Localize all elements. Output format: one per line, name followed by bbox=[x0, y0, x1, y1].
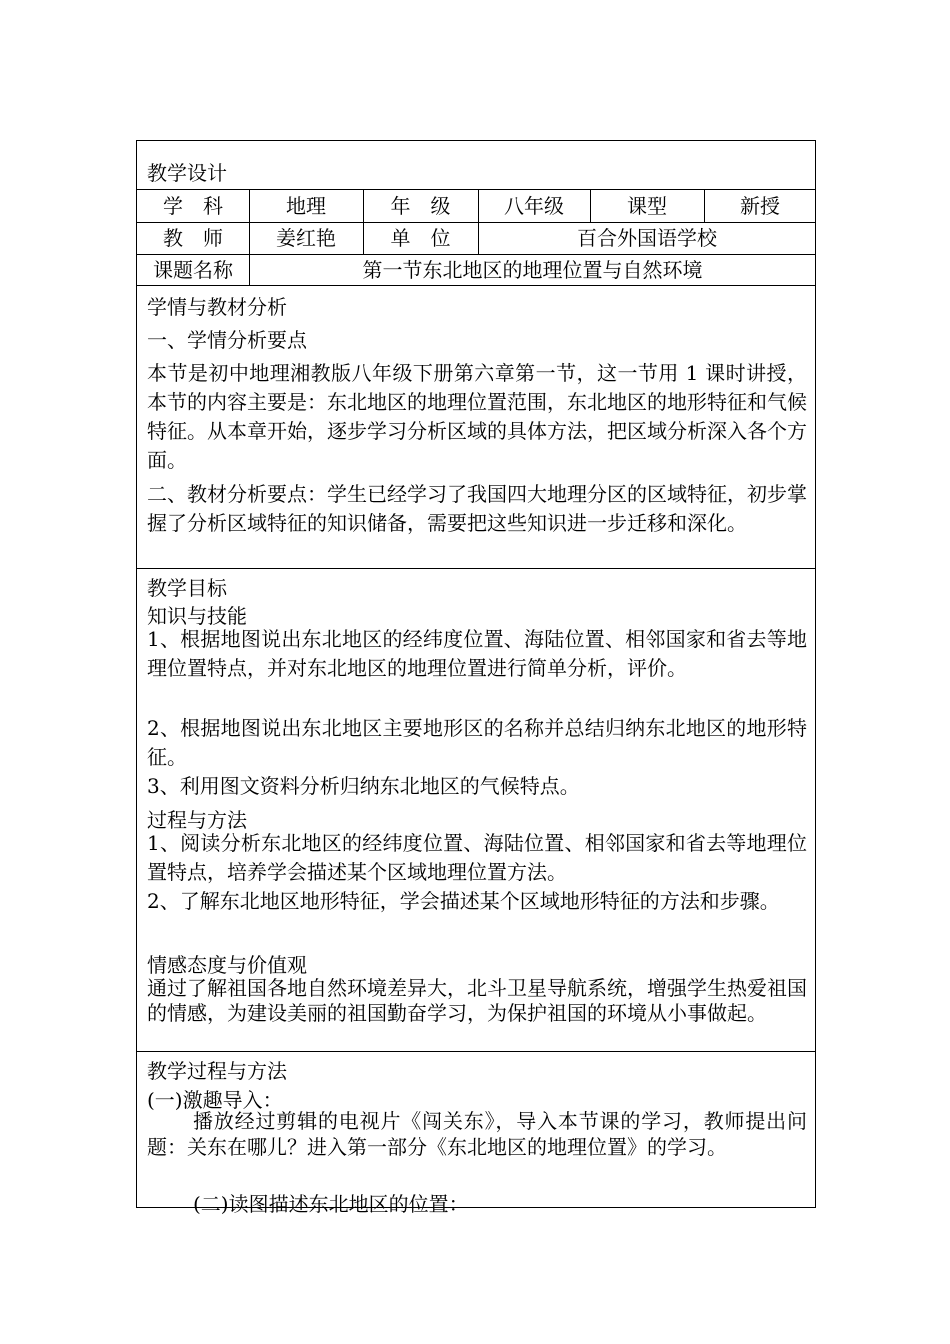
emotion-heading: 情感态度与价值观 bbox=[147, 953, 307, 977]
topic-label: 课题名称 bbox=[153, 257, 233, 282]
teacher-value: 姜红艳 bbox=[276, 226, 336, 250]
knowledge-item: 1、根据地图说出东北地区的经纬度位置、海陆位置、相邻国家和省去等地理位置特点，并对东北地区的地理位置进行简单分析，评价。 bbox=[147, 627, 807, 680]
row-divider bbox=[137, 1051, 815, 1052]
row-divider bbox=[137, 568, 815, 569]
materials-paragraph: 二、教材分析要点：学生已经学习了我国四大地理分区的区域特征，初步掌握了分析区域特征的知识储备，需要把这些知识进一步迁移和深化。 bbox=[147, 482, 807, 535]
row-divider bbox=[137, 285, 815, 286]
unit-label: 单 位 bbox=[390, 226, 451, 250]
analysis-paragraph: 本节是初中地理湘教版八年级下册第六章第一节，这一节用 1 课时讲授，本节的内容主要是：东北地区的地理位置范围，东北地区的地形特征和气候特征。从本章开始，逐步学习分析区域的具体方法，把区域分析深入各个方面。 bbox=[147, 361, 807, 472]
goals-heading: 教学目标 bbox=[147, 576, 227, 600]
knowledge-item: 3、利用图文资料分析归纳东北地区的气候特点。 bbox=[147, 774, 580, 798]
process-heading: 教学过程与方法 bbox=[147, 1059, 287, 1083]
grade-label: 年 级 bbox=[390, 193, 451, 218]
lesson-plan-table bbox=[136, 140, 816, 1216]
method-item: 1、阅读分析东北地区的经纬度位置、海陆位置、相邻国家和省去等地理位置特点，培养学会描述某个区域地理位置方法。 bbox=[147, 831, 807, 884]
doc-title: 教学设计 bbox=[147, 161, 227, 185]
subject-label: 学 科 bbox=[163, 193, 223, 218]
lesson-type-value: 新授 bbox=[740, 193, 780, 218]
analysis-subheading: 一、学情分析要点 bbox=[147, 328, 307, 352]
grade-value: 八年级 bbox=[504, 193, 564, 218]
unit-value: 百合外国语学校 bbox=[577, 226, 717, 250]
step-paragraph: 播放经过剪辑的电视片《闯关东》，导入本节课的学习，教师提出问题：关东在哪儿？进入第一部分《东北地区的地理位置》的学习。 bbox=[147, 1109, 807, 1159]
emotion-paragraph: 通过了解祖国各地自然环境差异大，北斗卫星导航系统，增强学生热爱祖国的情感，为建设美丽的祖国勤奋学习，为保护祖国的环境从小事做起。 bbox=[147, 976, 807, 1025]
knowledge-heading: 知识与技能 bbox=[147, 604, 247, 628]
topic-value: 第一节东北地区的地理位置与自然环境 bbox=[362, 257, 703, 282]
subject-value: 地理 bbox=[286, 193, 326, 218]
analysis-heading: 学情与教材分析 bbox=[147, 295, 287, 319]
method-item: 2、了解东北地区地形特征，学会描述某个区域地形特征的方法和步骤。 bbox=[147, 889, 780, 913]
lesson-type-label: 课型 bbox=[627, 193, 667, 218]
step-heading: (一)激趣导入： bbox=[147, 1088, 283, 1112]
teacher-label: 教 师 bbox=[163, 226, 223, 250]
step-heading: (二)读图描述东北地区的位置： bbox=[193, 1192, 469, 1216]
knowledge-item: 2、根据地图说出东北地区主要地形区的名称并总结归纳东北地区的地形特征。 bbox=[147, 716, 807, 769]
process-method-heading: 过程与方法 bbox=[147, 808, 247, 832]
